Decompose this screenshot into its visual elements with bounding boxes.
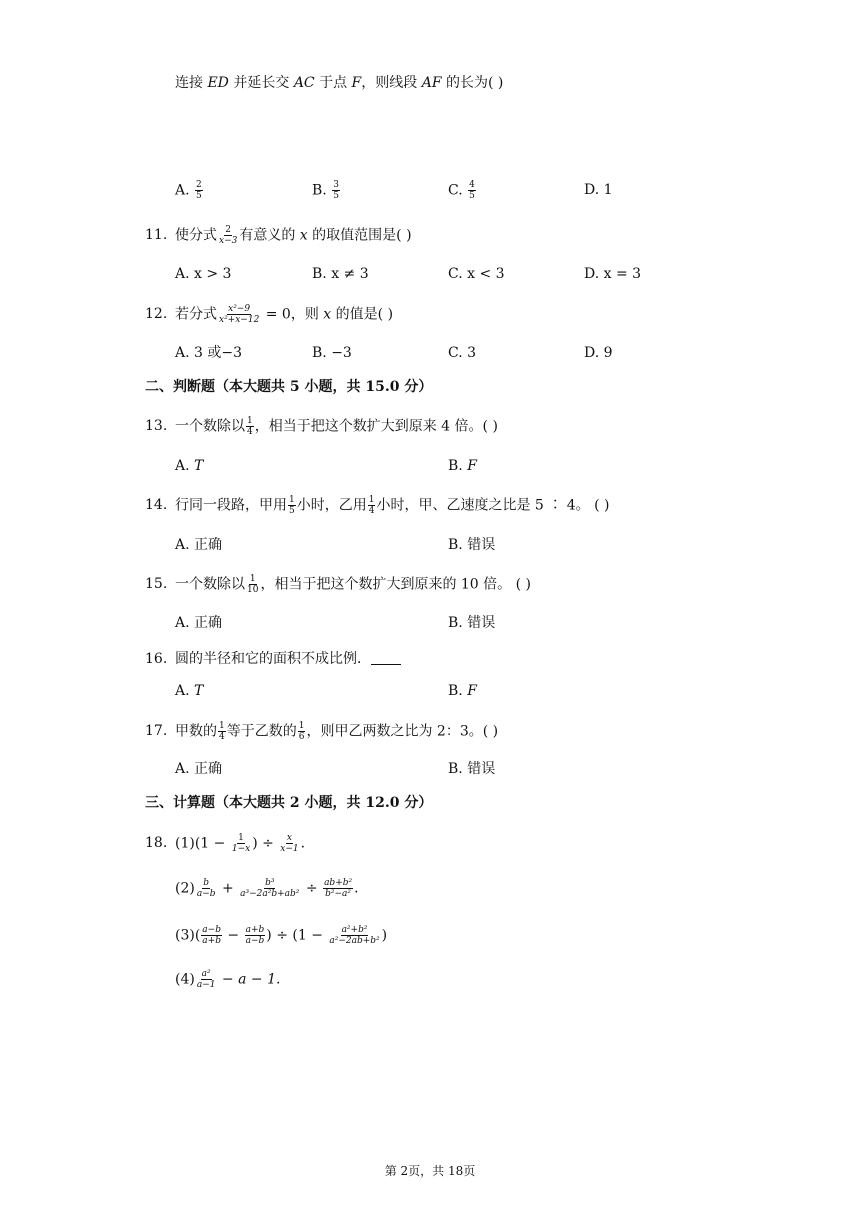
q14-number: 14. <box>145 497 168 513</box>
q11-option-a[interactable]: A. x > 3 <box>175 266 232 282</box>
q17-number: 17. <box>145 723 168 739</box>
q11-option-b[interactable]: B. x ≠ 3 <box>312 266 369 282</box>
q12-option-a[interactable]: A. 3 或−3 <box>175 345 243 361</box>
q10-stem-continuation: 连接 ED 并延长交 AC 于点 F，则线段 AF 的长为( ) <box>175 75 504 91</box>
q16-option-a[interactable]: A. T <box>175 683 204 699</box>
q11-option-d[interactable]: D. x = 3 <box>584 266 642 282</box>
q16-stem: 圆的半径和它的面积不成比例． <box>175 649 401 669</box>
q17-option-a[interactable]: A. 正确 <box>175 761 223 777</box>
q13-option-b[interactable]: B. F <box>448 458 477 474</box>
q18-number: 18. <box>145 835 168 851</box>
q11-stem: 使分式 $\frac{2}{x-3}$ 有意义的 x 的取值范围是( ) <box>175 225 412 246</box>
q13-number: 13. <box>145 418 168 434</box>
q18-part-3: (3)( $\frac{a-b}{a+b}$ − $\frac{a+b}{a-b}$ ) ÷ (1 − $\frac{\text{a²+b²}}{\text{a²−2ab+b²}}$ ) <box>175 925 388 946</box>
q13-stem: 一个数除以 $\frac{1}{4}$ ，相当于把这个数扩大到原来 4 倍。( ) <box>175 416 498 437</box>
q14-stem: 行同一段路，甲用 $\frac{1}{5}$ 小时，乙用 $\frac{1}{4}$ 小时，甲、乙速度之比是 5 ∶ 4。 ( ) <box>175 495 610 516</box>
q15-option-b[interactable]: B. 错误 <box>448 615 496 631</box>
answer-blank[interactable] <box>371 664 401 665</box>
q17-stem: 甲数的 $\frac{1}{4}$ 等于乙数的 $\frac{1}{6}$ ，则甲乙两数之比为 2：3。( ) <box>175 721 499 742</box>
q12-option-d[interactable]: D. 9 <box>584 345 613 361</box>
q10-option-a[interactable]: A. $\frac{2}{5}$ <box>175 180 202 201</box>
q12-option-b[interactable]: B. −3 <box>312 345 352 361</box>
q10-option-c[interactable]: C. $\frac{4}{5}$ <box>448 180 475 201</box>
q12-number: 12. <box>145 306 168 322</box>
q15-stem: 一个数除以 $\frac{1}{10}$ ，相当于把这个数扩大到原来的 10 倍。 ( ) <box>175 574 531 595</box>
q11-number: 11. <box>145 227 168 243</box>
q14-option-b[interactable]: B. 错误 <box>448 537 496 553</box>
q16-number: 16. <box>145 651 168 667</box>
q11-option-c[interactable]: C. x < 3 <box>448 266 505 282</box>
section-heading-judgment: 二、判断题（本大题共 5 小题，共 15.0 分） <box>145 379 433 395</box>
q16-option-b[interactable]: B. F <box>448 683 477 699</box>
q15-number: 15. <box>145 576 168 592</box>
q13-option-a[interactable]: A. T <box>175 458 204 474</box>
q15-option-a[interactable]: A. 正确 <box>175 615 223 631</box>
q18-part-2: (2) $\frac{b}{a-b}$ + $\frac{\text{b³}}{\text{a³−2a²b+ab²}}$ ÷ $\frac{\text{ab+b²}}{\text{b²−a²}}$ . <box>175 878 359 899</box>
q14-option-a[interactable]: A. 正确 <box>175 537 223 553</box>
q10-option-b[interactable]: B. $\frac{3}{5}$ <box>312 180 339 201</box>
q10-option-d[interactable]: D. 1 <box>584 182 613 198</box>
q17-option-b[interactable]: B. 错误 <box>448 761 496 777</box>
page-footer: 第 2页，共 18页 <box>384 1164 476 1178</box>
q12-option-c[interactable]: C. 3 <box>448 345 477 361</box>
q18-part-4: (4) $\frac{\text{a²}}{a-1}$ − a − 1. <box>175 969 281 990</box>
section-heading-calculation: 三、计算题（本大题共 2 小题，共 12.0 分） <box>145 795 433 811</box>
q12-stem: 若分式 $\frac{\text{x²−9}}{\text{x²+x−12}}$ = 0，则 x 的值是( ) <box>175 304 394 325</box>
q18-part-1: (1)(1 − $\frac{1}{1-x}$ ) ÷ $\frac{x}{x-1}$ . <box>175 833 306 854</box>
